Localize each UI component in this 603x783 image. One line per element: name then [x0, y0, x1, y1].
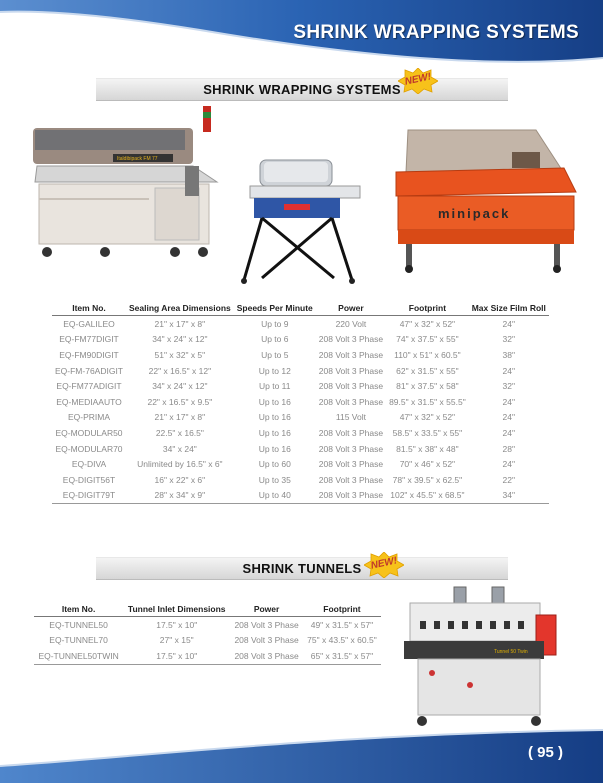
table-cell: 34" x 24" x 12" [152, 334, 208, 345]
col-sealing-area: Sealing Area Dimensions [126, 301, 234, 316]
col-power: Power [316, 301, 386, 316]
new-badge-text: NEW! [403, 71, 433, 88]
table-cell: 24" [502, 396, 516, 407]
table-row [52, 425, 549, 441]
table-row [52, 488, 549, 504]
table-cell: 27" x 15" [159, 635, 194, 646]
table-header-row [52, 301, 549, 316]
table-cell: Up to 6 [261, 334, 289, 345]
col-footprint: Footprint [386, 301, 469, 316]
table-cell: 208 Volt 3 Phase [318, 334, 384, 345]
table-cell: 24" [502, 318, 516, 329]
table-row [52, 456, 549, 472]
table-row [34, 617, 381, 633]
tunnel-label: Tunnel 50 Twin [494, 649, 528, 655]
table-cell: 16" x 22" x 6" [154, 474, 206, 485]
minipack-machine-image [388, 126, 578, 278]
table-cell: EQ-MEDIAAUTO [56, 396, 122, 407]
table-cell: 32" [502, 334, 516, 345]
table-cell: EQ-TUNNEL50 [49, 619, 108, 630]
table-cell: Up to 60 [258, 459, 291, 470]
table-row [52, 316, 549, 332]
table-cell: 65" x 31.5" x 57" [303, 648, 381, 664]
systems-spec-table [52, 301, 549, 504]
table-cell: 75" x 43.5" x 60.5" [307, 635, 377, 646]
table-cell: EQ-TUNNEL50TWIN [34, 648, 123, 664]
table-cell: 58.5" x 33.5" x 55" [392, 427, 463, 438]
table-cell: 22" x 16.5" x 9.5" [147, 396, 213, 407]
table-cell: 102" x 45.5" x 68.5" [386, 488, 469, 504]
table-cell: EQ-MODULAR70 [55, 443, 123, 454]
col-power: Power [230, 602, 303, 617]
table-cell: EQ-FM77ADIGIT [56, 381, 122, 392]
table-cell: 22" x 16.5" x 12" [148, 365, 212, 376]
table-cell: 22" [502, 474, 516, 485]
footer-swoosh [0, 726, 603, 783]
table-cell: 208 Volt 3 Phase [318, 396, 384, 407]
page-footer [0, 726, 603, 783]
table-cell: Up to 16 [258, 412, 291, 423]
l-sealer-machine-image [25, 106, 225, 268]
page-header [0, 0, 603, 75]
col-item-no: Item No. [52, 301, 126, 316]
table-cell: Unlimited by 16.5" x 6" [137, 459, 223, 470]
table-cell: EQ-MODULAR50 [55, 427, 123, 438]
table-row [52, 472, 549, 488]
table-cell: 47" x 32" x 52" [399, 412, 456, 423]
col-tunnel-inlet: Tunnel Inlet Dimensions [123, 602, 230, 617]
table-cell: 78" x 39.5" x 62.5" [392, 474, 463, 485]
table-row [52, 332, 549, 348]
table-cell: 24" [502, 365, 516, 376]
table-cell: Up to 40 [234, 488, 316, 504]
table-cell: 220 Volt [335, 318, 367, 329]
systems-section-title: SHRINK WRAPPING SYSTEMS [203, 82, 401, 97]
table-cell: 38" [502, 349, 516, 360]
col-film-roll: Max Size Film Roll [469, 301, 549, 316]
table-cell: 22.5" x 16.5" [155, 427, 204, 438]
new-badge [398, 68, 438, 94]
table-cell: 32" [502, 381, 516, 392]
col-item-no: Item No. [34, 602, 123, 617]
table-cell: EQ-DIGIT56T [62, 474, 116, 485]
table-cell: 34" x 24" [162, 443, 197, 454]
table-cell: 24" [502, 459, 516, 470]
table-row [52, 347, 549, 363]
table-cell: EQ-FM90DIGIT [59, 349, 119, 360]
table-cell: 17.5" x 10" [156, 619, 198, 630]
tunnels-spec-table [34, 602, 381, 665]
table-cell: 208 Volt 3 Phase [234, 619, 299, 630]
table-cell: 47" x 32" x 52" [399, 318, 456, 329]
table-cell: EQ-DIGIT79T [52, 488, 126, 504]
table-cell: 70" x 46" x 52" [399, 459, 456, 470]
machine1-label: Italdibipack FM 77 [117, 156, 158, 162]
table-cell: 24" [502, 412, 516, 423]
systems-section-banner [96, 76, 508, 102]
table-cell: 81.5" x 38" x 48" [396, 443, 459, 454]
new-badge [364, 552, 404, 578]
table-cell: 208 Volt 3 Phase [234, 635, 299, 646]
table-row [52, 410, 549, 426]
table-cell: Up to 12 [258, 365, 291, 376]
table-cell: EQ-TUNNEL70 [49, 635, 108, 646]
table-cell: 24" [502, 427, 516, 438]
chamber-sealer-image [240, 150, 368, 286]
page-number: ( 95 ) [527, 744, 563, 761]
table-row [52, 378, 549, 394]
table-row [52, 363, 549, 379]
table-cell: 21" x 17" x 8" [154, 318, 206, 329]
table-cell: 208 Volt 3 Phase [318, 443, 384, 454]
table-cell: EQ-FM77DIGIT [59, 334, 119, 345]
table-cell: 110" x 51" x 60.5" [394, 349, 461, 360]
table-header-row [34, 602, 381, 617]
table-cell: 208 Volt 3 Phase [318, 365, 384, 376]
table-cell: EQ-PRIMA [67, 412, 111, 423]
col-speed: Speeds Per Minute [234, 301, 316, 316]
table-cell: Up to 11 [259, 381, 291, 392]
table-cell: EQ-DIVA [71, 459, 107, 470]
table-cell: Up to 5 [261, 349, 289, 360]
table-row [34, 648, 381, 664]
table-cell: 28" [502, 443, 516, 454]
table-cell: 17.5" x 10" [123, 648, 230, 664]
table-cell: 62" x 31.5" x 55" [396, 365, 459, 376]
table-cell: 28" x 34" x 9" [126, 488, 234, 504]
machine3-label: minipack [438, 206, 511, 221]
table-cell: Up to 9 [261, 318, 289, 329]
table-cell: 21" x 17" x 8" [154, 412, 206, 423]
table-cell: 208 Volt 3 Phase [318, 459, 384, 470]
table-row [52, 441, 549, 457]
table-cell: EQ-FM-76ADIGIT [55, 365, 124, 376]
shrink-tunnel-image [396, 585, 564, 730]
table-cell: 89.5" x 31.5" x 55.5" [389, 396, 466, 407]
table-cell: Up to 16 [258, 396, 291, 407]
table-cell: 208 Volt 3 Phase [318, 474, 384, 485]
tunnels-section-banner [96, 555, 508, 581]
table-cell: 34" [469, 488, 549, 504]
table-cell: 208 Volt 3 Phase [318, 349, 384, 360]
table-cell: Up to 35 [258, 474, 291, 485]
tunnels-section-title: SHRINK TUNNELS [242, 561, 362, 576]
table-cell: 208 Volt 3 Phase [316, 488, 386, 504]
table-cell: 208 Volt 3 Phase [318, 427, 384, 438]
table-cell: 208 Volt 3 Phase [318, 381, 384, 392]
table-cell: 34" x 24" x 12" [152, 381, 208, 392]
new-badge-text: NEW! [369, 555, 399, 572]
table-cell: 115 Volt [335, 412, 366, 423]
col-footprint: Footprint [303, 602, 381, 617]
table-row [52, 394, 549, 410]
table-cell: 74" x 37.5" x 55" [396, 334, 459, 345]
page-title: SHRINK WRAPPING SYSTEMS [293, 22, 579, 43]
table-cell: 51" x 32" x 5" [154, 349, 206, 360]
table-cell: 81" x 37.5" x 58" [396, 381, 459, 392]
table-cell: Up to 16 [258, 427, 291, 438]
table-row [34, 633, 381, 649]
table-cell: 208 Volt 3 Phase [230, 648, 303, 664]
table-cell: EQ-GALILEO [63, 318, 115, 329]
table-cell: 49" x 31.5" x 57" [310, 619, 374, 630]
table-cell: Up to 16 [258, 443, 291, 454]
